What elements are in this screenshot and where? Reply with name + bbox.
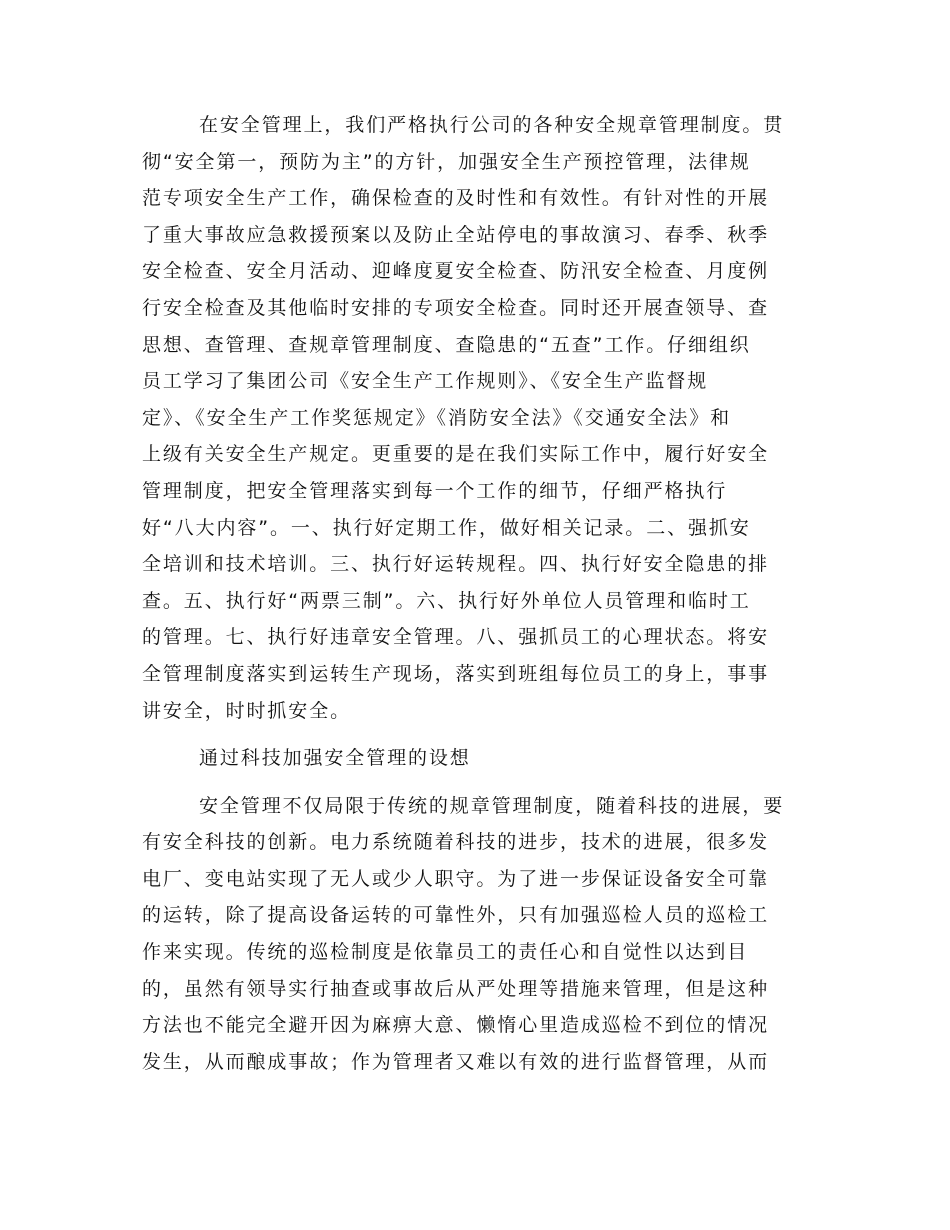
text-line: 思想、查管理、查规章管理制度、查隐患的“五查”工作。仔细组织 — [142, 333, 751, 356]
text-line: 安全检查、安全月活动、迎峰度夏安全检查、防汛安全检查、月度例 — [142, 260, 770, 283]
paragraph-technology-safety — [142, 788, 802, 1081]
text-line: 彻“安全第一，预防为主”的方针，加强安全生产预控管理，法律规 — [142, 150, 751, 173]
text-line: 讲安全，时时抓安全。 — [142, 699, 352, 722]
paragraph-safety-management — [142, 107, 802, 729]
text-line: 好“八大内容”。一、执行好定期工作，做好相关记录。二、强抓安 — [142, 516, 751, 539]
text-line: 的运转，除了提高设备运转的可靠性外，只有加强巡检人员的巡检工 — [142, 904, 770, 927]
text-line: 员工学习了集团公司《安全生产工作规则》、《安全生产监督规 — [142, 370, 709, 393]
document-body — [142, 107, 802, 1080]
text-line: 定》、《安全生产工作奖惩规定》《消防安全法》《交通安全法》和 — [142, 406, 732, 429]
text-line: 查。五、执行好“两票三制”。六、执行好外单位人员管理和临时工 — [142, 589, 751, 612]
text-line: 有安全科技的创新。电力系统随着科技的进步，技术的进展，很多发 — [142, 831, 770, 854]
text-line: 安全管理不仅局限于传统的规章管理制度，随着科技的进展，要 — [199, 794, 785, 817]
text-line: 了重大事故应急救援预案以及防止全站停电的事故演习、春季、秋季 — [142, 223, 770, 246]
text-line: 行安全检查及其他临时安排的专项安全检查。同时还开展查领导、查 — [142, 296, 770, 319]
text-line: 管理制度，把安全管理落实到每一个工作的细节，仔细严格执行 — [142, 479, 728, 502]
text-line: 电厂、变电站实现了无人或少人职守。为了进一步保证设备安全可靠 — [142, 867, 770, 890]
text-line: 上级有关安全生产规定。更重要的是在我们实际工作中，履行好安全 — [142, 443, 770, 466]
text-line: 全管理制度落实到运转生产现场，落实到班组每位员工的身上，事事 — [142, 662, 770, 685]
text-line: 在安全管理上，我们严格执行公司的各种安全规章管理制度。贯 — [199, 114, 785, 136]
section-heading: 通过科技加强安全管理的设想 — [199, 747, 471, 770]
text-line: 的，虽然有领导实行抽查或事故后从严处理等措施来管理，但是这种 — [142, 977, 770, 1000]
text-line: 全培训和技术培训。三、执行好运转规程。四、执行好安全隐患的排 — [142, 553, 770, 576]
text-line: 范专项安全生产工作，确保检查的及时性和有效性。有针对性的开展 — [142, 187, 770, 210]
text-line: 发生，从而酿成事故；作为管理者又难以有效的进行监督管理，从而 — [142, 1050, 770, 1073]
text-line: 作来实现。传统的巡检制度是依靠员工的责任心和自觉性以达到目 — [142, 941, 749, 964]
text-line: 的管理。七、执行好违章安全管理。八、强抓员工的心理状态。将安 — [142, 626, 770, 649]
text-line: 方法也不能完全避开因为麻痹大意、懒惰心里造成巡检不到位的情况 — [142, 1014, 770, 1037]
